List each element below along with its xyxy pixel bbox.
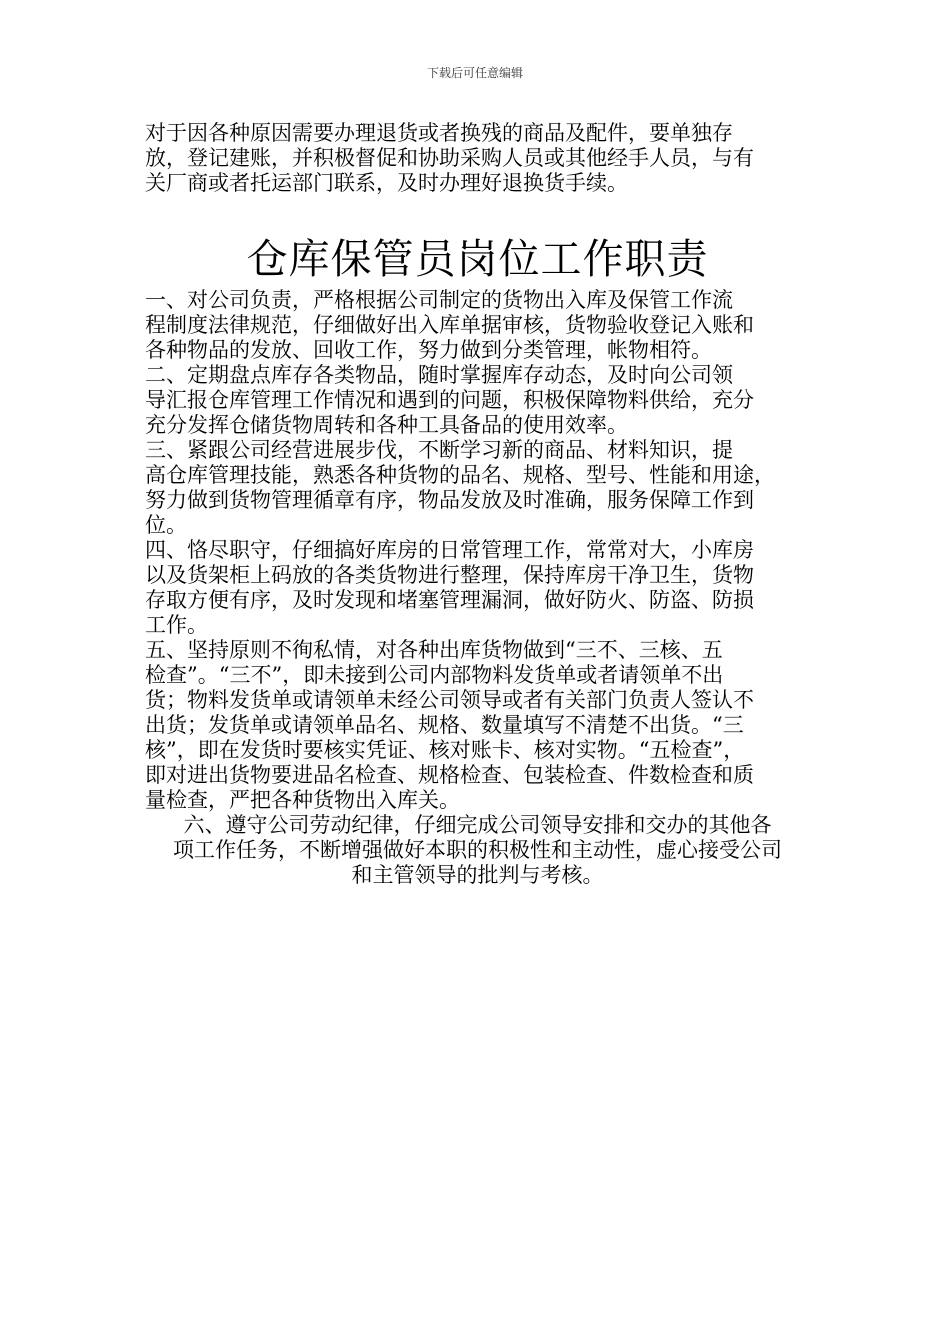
closing-paragraph [145, 813, 810, 888]
text-line: 导汇报仓库管理工作情况和遇到的问题，积极保障物料供给，充分 [145, 388, 754, 412]
text-line: 对于因各种原因需要办理退货或者换残的商品及配件，要单独存 [145, 121, 733, 145]
text-line: 六、遵守公司劳动纪律，仔细完成公司领导安排和交办的其他各 [183, 813, 772, 837]
text-line: 努力做到货物管理循章有序，物品发放及时准确，服务保障工作到 [145, 488, 754, 512]
text-line: 五、坚持原则不徇私情，对各种出库货物做到“三不、三核、五 [145, 638, 723, 662]
intro-paragraph [145, 121, 810, 196]
text-line: 以及货架柜上码放的各类货物进行整理，保持库房干净卫生，货物 [145, 563, 754, 587]
text-line: 量检查，严把各种货物出入库关。 [145, 788, 460, 812]
text-line: 和主管领导的批判与考核。 [351, 863, 604, 887]
text-line: 工作。 [145, 613, 208, 637]
text-line: 放，登记建账，并积极督促和协助采购人员或其他经手人员，与有 [145, 146, 754, 170]
text-line: 货；物料发货单或请领单未经公司领导或者有关部门负责人签认不 [145, 688, 754, 712]
document-title: 仓库保管员岗位工作职责 [246, 235, 709, 283]
text-line: 即对进出货物要进品名检查、规格检查、包装检查、件数检查和质 [145, 763, 754, 787]
text-line: 二、定期盘点库存各类物品，随时掌握库存动态，及时向公司领 [145, 363, 733, 387]
document-body [145, 121, 810, 888]
text-line: 各种物品的发放、回收工作，努力做到分类管理，帐物相符。 [145, 338, 712, 362]
text-line: 充分发挥仓储货物周转和各种工具备品的使用效率。 [145, 413, 628, 437]
text-line: 关厂商或者托运部门联系，及时办理好退换货手续。 [145, 171, 628, 195]
text-line: 一、对公司负责，严格根据公司制定的货物出入库及保管工作流 [145, 288, 733, 312]
text-line: 出货；发货单或请领单品名、规格、数量填写不清楚不出货。“三 [145, 713, 744, 737]
text-line: 核”，即在发货时要核实凭证、核对账卡、核对实物。“五检查”， [145, 738, 745, 762]
text-line: 位。 [145, 513, 187, 537]
text-line: 检查”。“三不”，即未接到公司内部物料发货单或者请领单不出 [145, 663, 724, 687]
text-line: 项工作任务，不断增强做好本职的积极性和主动性，虚心接受公司 [173, 838, 782, 862]
text-line: 四、恪尽职守，仔细搞好库房的日常管理工作，常常对大，小库房 [145, 538, 754, 562]
text-line: 程制度法律规范，仔细做好出入库单据审核，货物验收登记入账和 [145, 313, 754, 337]
duty-list [145, 288, 810, 813]
text-line: 高仓库管理技能，熟悉各种货物的品名、规格、型号、性能和用途， [145, 463, 775, 487]
text-line: 三、紧跟公司经营进展步伐，不断学习新的商品、材料知识，提 [145, 438, 733, 462]
header-note: 下载后可任意编辑 [426, 66, 523, 80]
text-line: 存取方便有序，及时发现和堵塞管理漏洞，做好防火、防盗、防损 [145, 588, 754, 612]
